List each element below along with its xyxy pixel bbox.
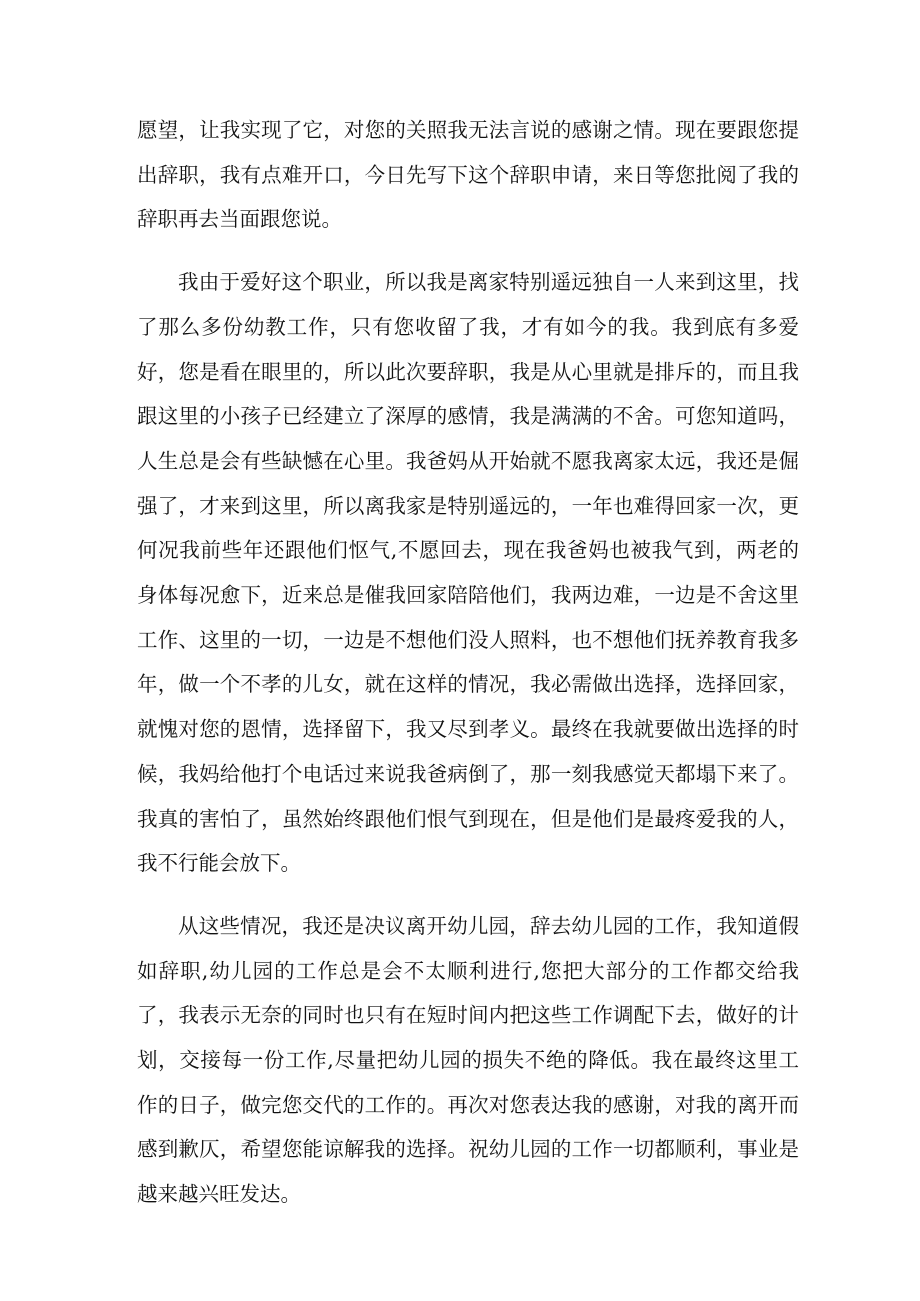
paragraph-1: 愿望，让我实现了它，对您的关照我无法言说的感谢之情。现在要跟您提出辞职，我有点难开口，今日先写下这个辞职申请，来日等您批阅了我的辞职再去当面跟您说。 [137,118,799,232]
paragraph-3: 从这些情况，我还是决议离开幼儿园，辞去幼儿园的工作，我知道假如辞职,幼儿园的工作总是会不太顺利进行,您把大部分的工作都交给我了，我表示无奈的同时也只有在短时间内把这些工作调配下去，做好的计划，交接每一份工作,尽量把幼儿园的损失不绝的降低。我在最终这里工作的日子，做完您交代的工作的。再次对您表达我的感谢，对我的离开而感到歉仄，希望您能谅解我的选择。祝幼儿园的工作一切都顺利，事业是越来越兴旺发达。 [137,913,799,1207]
document-body [137,108,799,1217]
paragraph-2: 我由于爱好这个职业，所以我是离家特别遥远独自一人来到这里，找了那么多份幼教工作，只有您收留了我，才有如今的我。我到底有多爱好，您是看在眼里的，所以此次要辞职，我是从心里就是排斥的，而且我跟这里的小孩子已经建立了深厚的感情，我是满满的不舍。可您知道吗，人生总是会有些缺憾在心里。我爸妈从开始就不愿我离家太远，我还是倔强了，才来到这里，所以离我家是特别遥远的，一年也难得回家一次，更何况我前些年还跟他们怄气,不愿回去，现在我爸妈也被我气到，两老的身体每况愈下，近来总是催我回家陪陪他们，我两边难，一边是不舍这里工作、这里的一切，一边是不想他们没人照料，也不想他们抚养教育我多年，做一个不孝的儿女，就在这样的情况，我必需做出选择，选择回家，就愧对您的恩情，选择留下，我又尽到孝义。最终在我就要做出选择的时候，我妈给他打个电话过来说我爸病倒了，那一刻我感觉天都塌下来了。我真的害怕了，虽然始终跟他们恨气到现在，但是他们是最疼爱我的人，我不行能会放下。 [137,270,799,876]
